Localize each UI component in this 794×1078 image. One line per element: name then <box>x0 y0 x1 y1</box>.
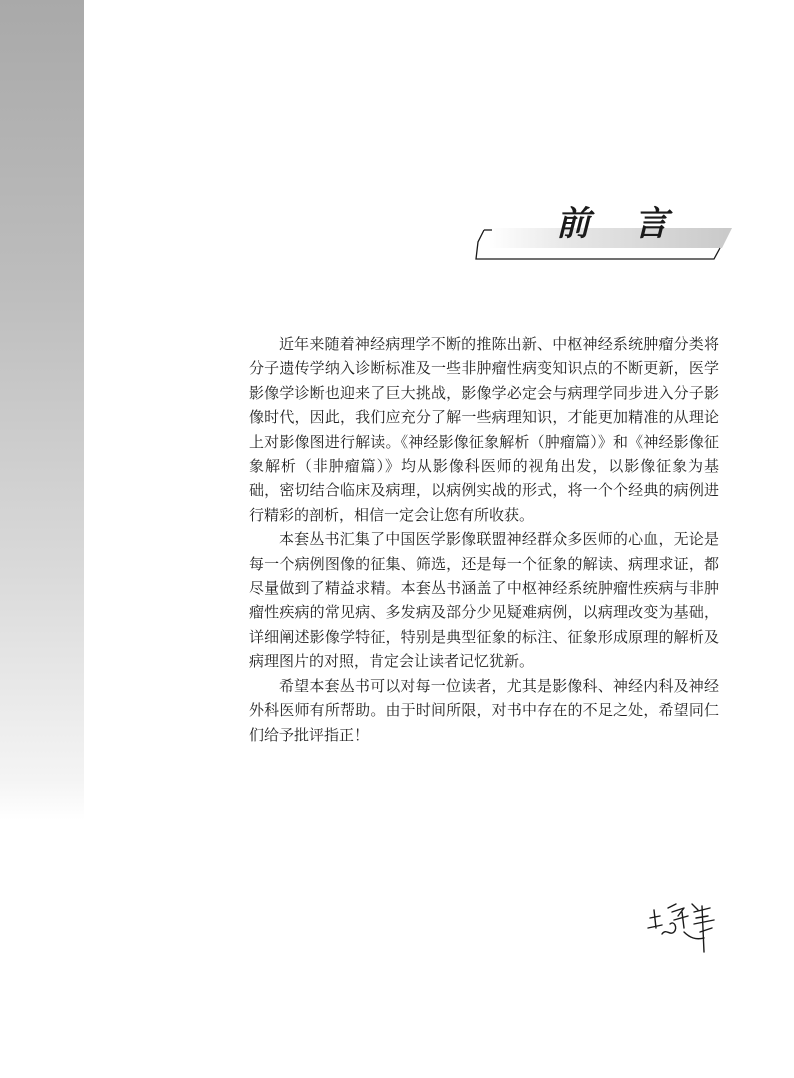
paragraph: 近年来随着神经病理学不断的推陈出新、中枢神经系统肿瘤分类将分子遗传学纳入诊断标准及一些非肿瘤性病变知识点的不断更新，医学影像学诊断也迎来了巨大挑战，影像学必定会与病理学同步进入分子影像时代，因此，我们应充分了解一些病理知识，才能更加精准的从理论上对影像图进行解读。《神经影像征象解析（肿瘤篇）》和《神经影像征象解析（非肿瘤篇）》均从影像科医师的视角出发，以影像征象为基础，密切结合临床及病理，以病例实战的形式，将一个个经典的病例进行精彩的剖析，相信一定会让您有所收获。 <box>249 335 719 524</box>
preface-body <box>249 332 719 747</box>
handwritten-signature <box>644 898 724 962</box>
paragraph: 希望本套丛书可以对每一位读者，尤其是影像科、神经内科及神经外科医师有所帮助。由于时间所限，对书中存在的不足之处，希望同仁们给予批评指正！ <box>249 676 719 744</box>
preface-heading <box>470 190 750 265</box>
paragraph: 本套丛书汇集了中国医学影像联盟神经群众多医师的心血，无论是每一个病例图像的征集、筛选，还是每一个征象的解读、病理求证，都尽量做到了精益求精。本套丛书涵盖了中枢神经系统肿瘤性疾病与非肿瘤性疾病的常见病、多发病及部分少见疑难病例，以病理改变为基础，详细阐述影像学特征，特别是典型征象的标注、征象形成原理的解析及病理图片的对照，肯定会让读者记忆犹新。 <box>249 530 719 671</box>
decorative-side-band <box>0 0 84 820</box>
signature-image <box>644 898 724 958</box>
page-title: 前言 <box>556 204 712 244</box>
